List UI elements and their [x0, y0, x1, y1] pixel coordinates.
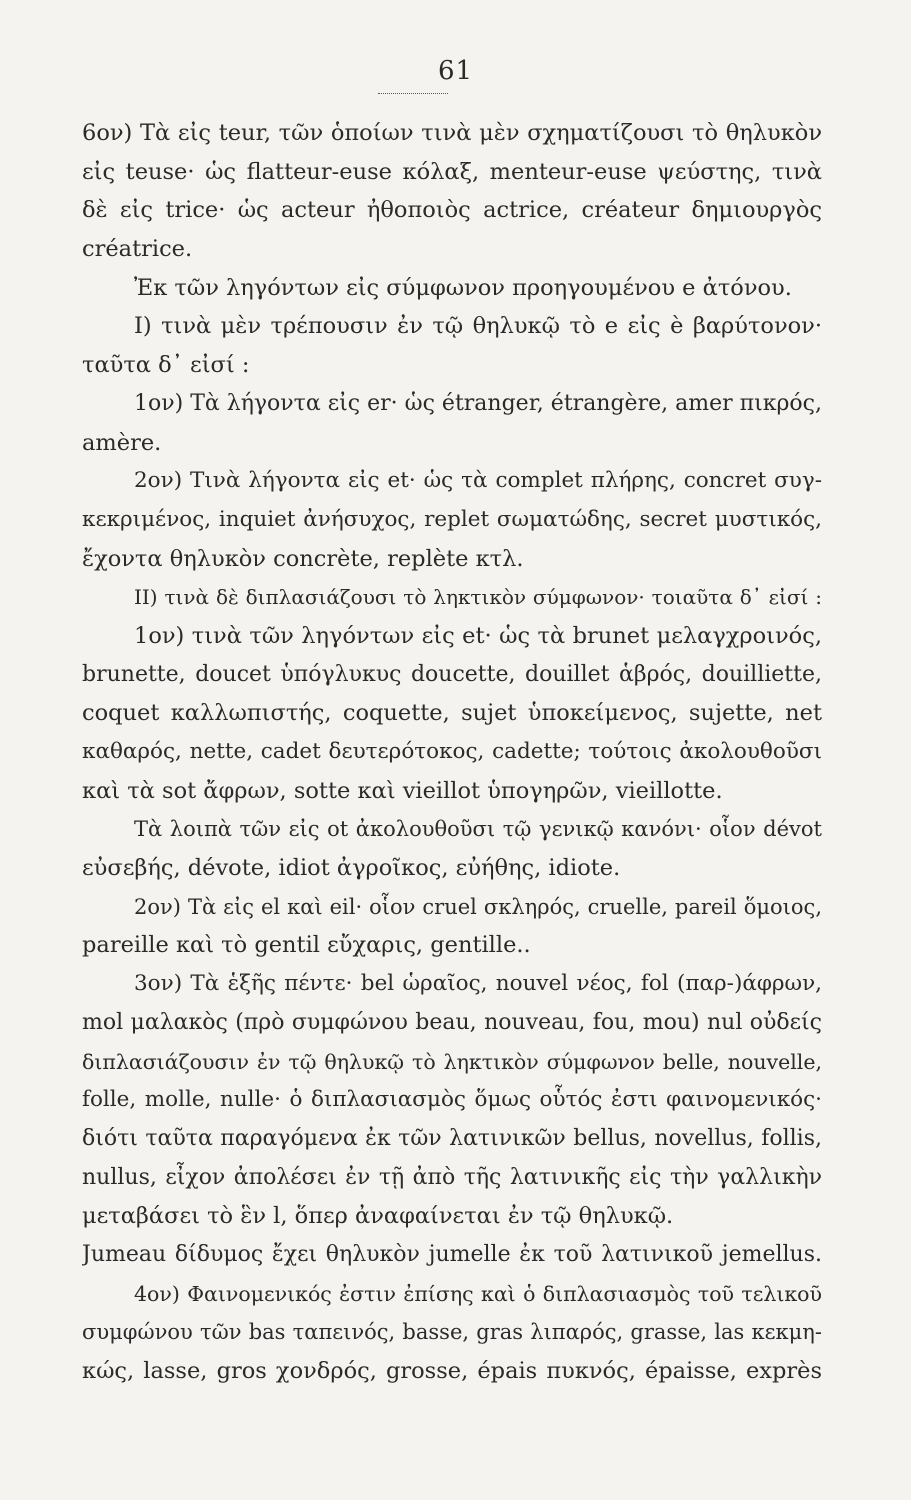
text-line: mol μαλακὸς (πρὸ συμφώνου beau, nouveau, fou, mou) nul οὐδείς [82, 1009, 822, 1035]
text-line: Τὰ λοιπὰ τῶν εἰς ot ἀκολουθοῦσι τῷ γενικῷ κανόνι· οἷον dévot [134, 817, 822, 842]
text-line: ἔχοντα θηλυκὸν concrète, replète κτλ. [82, 545, 524, 572]
page-number-rule [378, 93, 448, 94]
text-line: εὐσεβής, dévote, idiot ἀγροῖκος, εὐήθης, idiote. [82, 855, 621, 882]
text-line: 3ον) Τὰ ἑξῆς πέντε· bel ὡραῖος, nouvel νέος, fol (παρ-)άφρων, [134, 971, 822, 997]
text-line: pareille καὶ τὸ gentil εὔχαρις, gentille.. [82, 932, 531, 959]
text-line: créatrice. [82, 236, 193, 263]
text-line: εἰς teuse· ὡς flatteur-euse κόλαξ, menteur-euse ψεύστης, τινὰ [82, 158, 822, 185]
text-line: 1ον) τινὰ τῶν ληγόντων εἰς et· ὡς τὰ brunet μελαγχροινός, [134, 622, 822, 649]
text-line: 2ον) Τὰ εἰς el καὶ eil· οἷον cruel σκληρός, cruelle, pareil ὅμοιος, [134, 894, 822, 919]
text-line: Ἐκ τῶν ληγόντων εἰς σύμφωνον προηγουμένου e ἀτόνου. [134, 274, 792, 301]
text-line: καὶ τὰ sot ἄφρων, sotte καὶ vieillot ὑπογηρῶν, vieillotte. [82, 777, 723, 804]
text-line: II) τινὰ δὲ διπλασιάζουσι τὸ ληκτικὸν σύμφωνον· τοιαῦτα δ᾽ εἰσί : [134, 585, 822, 610]
text-line: Jumeau δίδυμος ἔχει θηλυκὸν jumelle ἐκ τοῦ λατινικοῦ jemellus. [82, 1241, 822, 1267]
text-line: amère. [82, 429, 162, 456]
text-line: 4ον) Φαινομενικός ἐστιν ἐπίσης καὶ ὁ διπλασιασμὸς τοῦ τελικοῦ [134, 1281, 822, 1306]
text-line: διότι ταῦτα παραγόμενα ἐκ τῶν λατινικῶν bellus, novellus, follis, [82, 1125, 822, 1151]
text-line: brunette, doucet ὑπόγλυκυς doucette, douillet ἁβρός, douilliette, [82, 661, 822, 687]
text-line: ταῦτα δ᾽ εἰσί : [82, 352, 250, 379]
text-line: 2ον) Τινὰ λήγοντα εἰς et· ὡς τὰ complet πλήρης, concret συγ- [134, 468, 822, 494]
body-text [82, 114, 822, 1391]
text-line: καθαρός, nette, cadet δευτερότοκος, cadette; τούτοις ἀκολουθοῦσι [82, 739, 822, 764]
text-line: μεταβάσει τὸ ἓν l, ὅπερ ἀναφαίνεται ἐν τῷ θηλυκῷ. [82, 1203, 674, 1230]
text-line: folle, molle, nulle· ὁ διπλασιασμὸς ὅμως οὗτός ἐστι φαινομενικός· [82, 1087, 822, 1113]
text-line: nullus, εἶχον ἀπολέσει ἐν τῇ ἀπὸ τῆς λατινικῆς εἰς τὴν γαλλικὴν [82, 1164, 822, 1190]
text-line: κεκριμένος, inquiet ἀνήσυχος, replet σωματώδης, secret μυστικός, [82, 506, 822, 532]
text-line: συμφώνου τῶν bas ταπεινός, basse, gras λιπαρός, grasse, las κεκμη- [82, 1320, 822, 1345]
text-line: I) τινὰ μὲν τρέπουσιν ἐν τῷ θηλυκῷ τὸ e εἰς è βαρύτονον· [134, 313, 822, 340]
text-line: διπλασιάζουσιν ἐν τῷ θηλυκῷ τὸ ληκτικὸν σύμφωνον belle, nouvelle, [82, 1049, 822, 1074]
text-line: κώς, lasse, gros χονδρός, grosse, épais πυκνός, épaisse, exprès [82, 1358, 822, 1384]
text-line: δὲ εἰς trice· ὡς acteur ἠθοποιὸς actrice, créateur δημιουργὸς [82, 197, 822, 224]
text-line: 1ον) Τὰ λήγοντα εἰς er· ὡς étranger, étrangère, amer πικρός, [134, 390, 822, 416]
page-number: 61 [437, 56, 474, 86]
text-line: coquet καλλωπιστής, coquette, sujet ὑποκείμενος, sujette, net [82, 700, 822, 727]
text-line: 6ον) Τὰ εἰς teur, τῶν ὁποίων τινὰ μὲν σχηματίζουσι τὸ θηλυκὸν [82, 120, 822, 146]
